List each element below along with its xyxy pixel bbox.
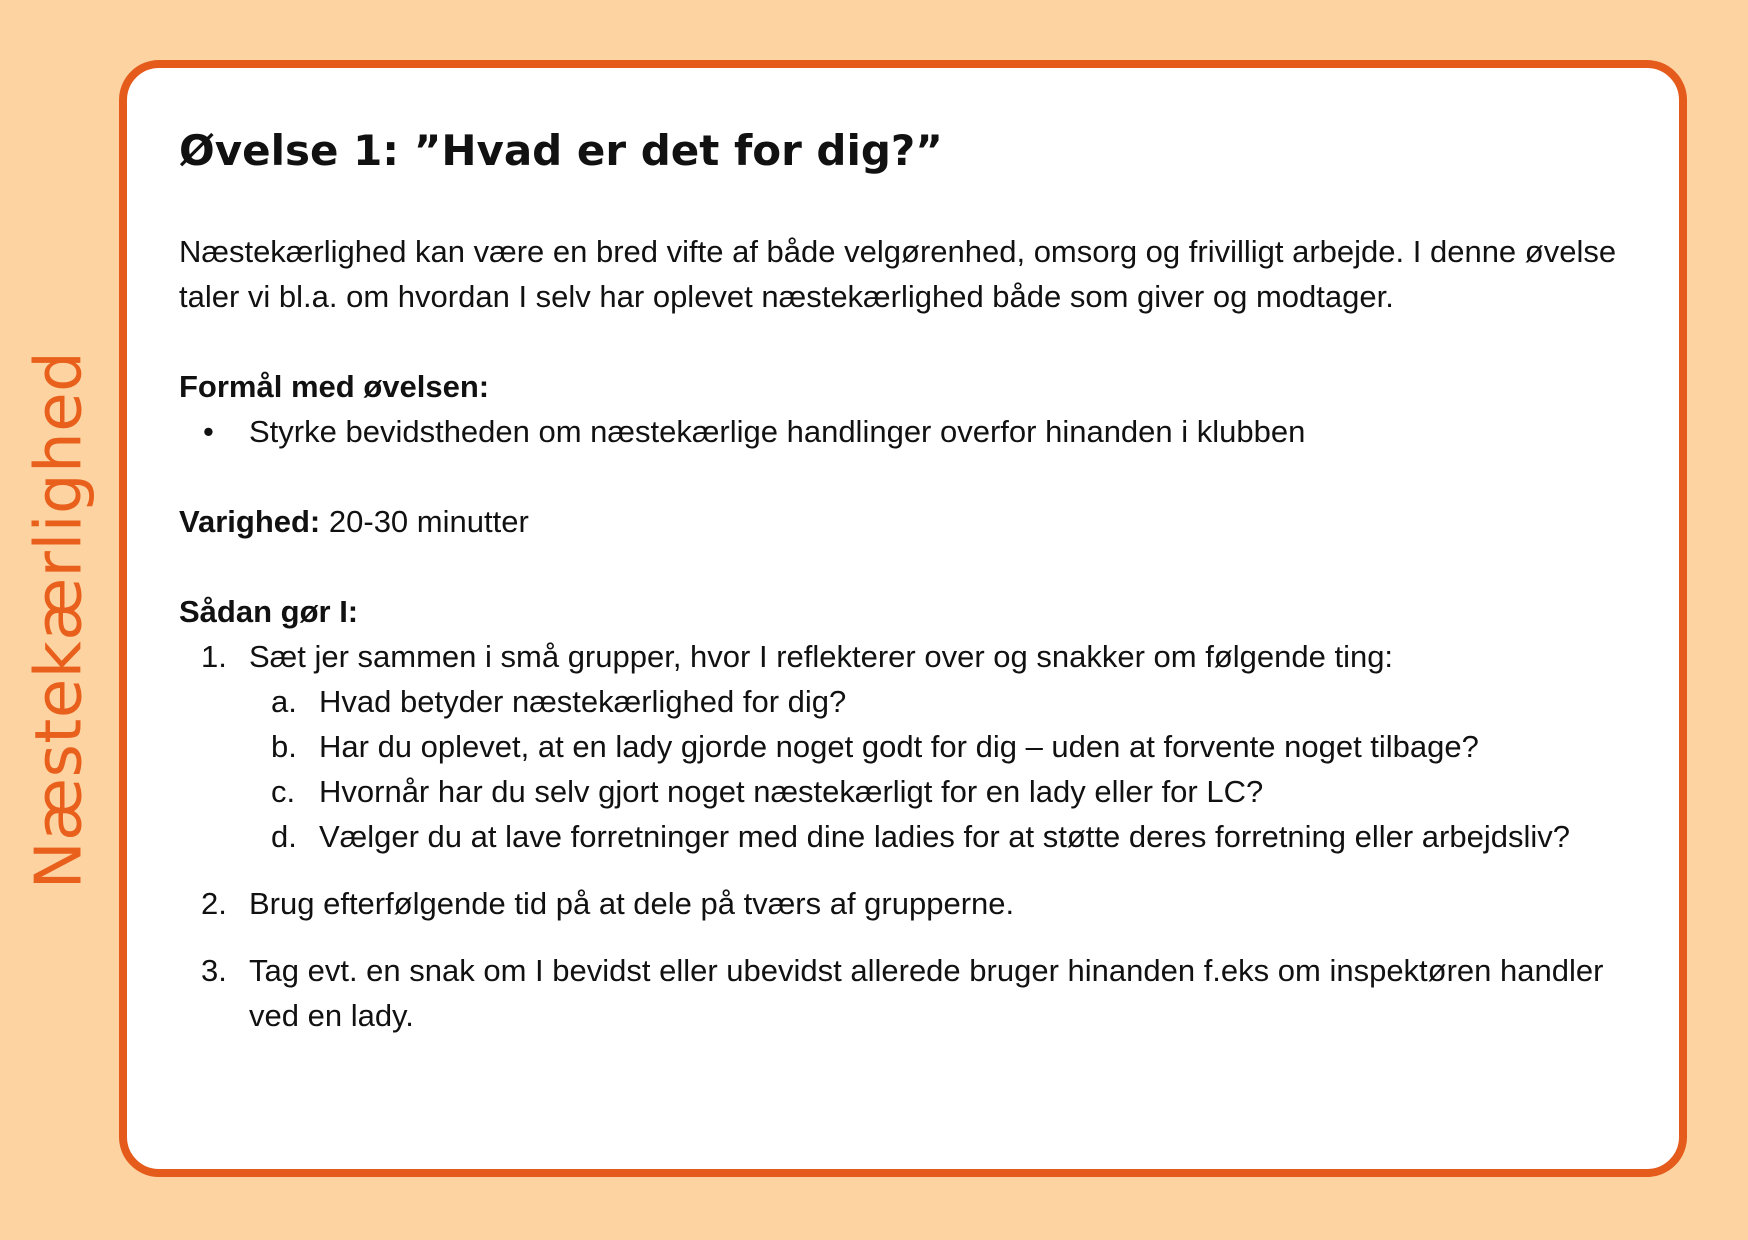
sub-question-letter: a.: [271, 684, 297, 719]
step-item: [179, 948, 1629, 1038]
sub-question-text: Hvad betyder næstekærlighed for dig?: [319, 684, 847, 719]
duration-label: Varighed:: [179, 504, 321, 539]
purpose-section: [179, 364, 1629, 454]
sub-question-item: [249, 814, 1629, 859]
sub-question-letter: b.: [271, 729, 297, 764]
step-text: Brug efterfølgende tid på at dele på tværs af grupperne.: [249, 886, 1015, 921]
sub-question-letter: c.: [271, 774, 296, 809]
step-number: 1.: [201, 639, 227, 674]
purpose-list: [179, 409, 1629, 454]
exercise-card: [119, 60, 1687, 1177]
duration-value: 20-30 minutter: [328, 504, 529, 539]
step-number: 2.: [201, 886, 227, 921]
sub-question-letter: d.: [271, 819, 297, 854]
sub-question-text: Hvornår har du selv gjort noget næstekærligt for en lady eller for LC?: [319, 774, 1264, 809]
duration-line: [179, 499, 1629, 544]
step-item: [179, 634, 1629, 859]
purpose-item: [179, 409, 1629, 454]
sub-question-item: [249, 724, 1629, 769]
sub-question-item: [249, 769, 1629, 814]
step-text: Sæt jer sammen i små grupper, hvor I reflekterer over og snakker om følgende ting:: [249, 639, 1394, 674]
purpose-heading: Formål med øvelsen:: [179, 369, 490, 404]
side-label: [22, 335, 96, 905]
side-label-text: Næstekærlighed: [22, 350, 96, 890]
steps-list: [179, 634, 1629, 1038]
step-text: Tag evt. en snak om I bevidst eller ubevidst allerede bruger hinanden f.eks om inspektøren handler ved en lady.: [249, 953, 1604, 1033]
step-number: 3.: [201, 953, 227, 988]
bullet-icon: •: [203, 414, 214, 449]
step-item: [179, 881, 1629, 926]
sub-question-item: [249, 679, 1629, 724]
page-title: Øvelse 1: ”Hvad er det for dig?”: [179, 126, 943, 175]
howto-section: [179, 589, 1629, 1038]
howto-heading: Sådan gør I:: [179, 594, 359, 629]
intro-paragraph: Næstekærlighed kan være en bred vifte af både velgørenhed, omsorg og frivilligt arbejde. I denne øvelse taler vi bl.a. om hvordan I selv har oplevet næstekærlighed både som giver og modtager.: [179, 234, 1617, 314]
sub-question-list: [249, 679, 1629, 859]
card-body: [179, 229, 1629, 1038]
sub-question-text: Har du oplevet, at en lady gjorde noget godt for dig – uden at forvente noget tilbage?: [319, 729, 1479, 764]
purpose-item-text: Styrke bevidstheden om næstekærlige handlinger overfor hinanden i klubben: [249, 414, 1306, 449]
sub-question-text: Vælger du at lave forretninger med dine ladies for at støtte deres forretning eller arbejdsliv?: [319, 819, 1570, 854]
